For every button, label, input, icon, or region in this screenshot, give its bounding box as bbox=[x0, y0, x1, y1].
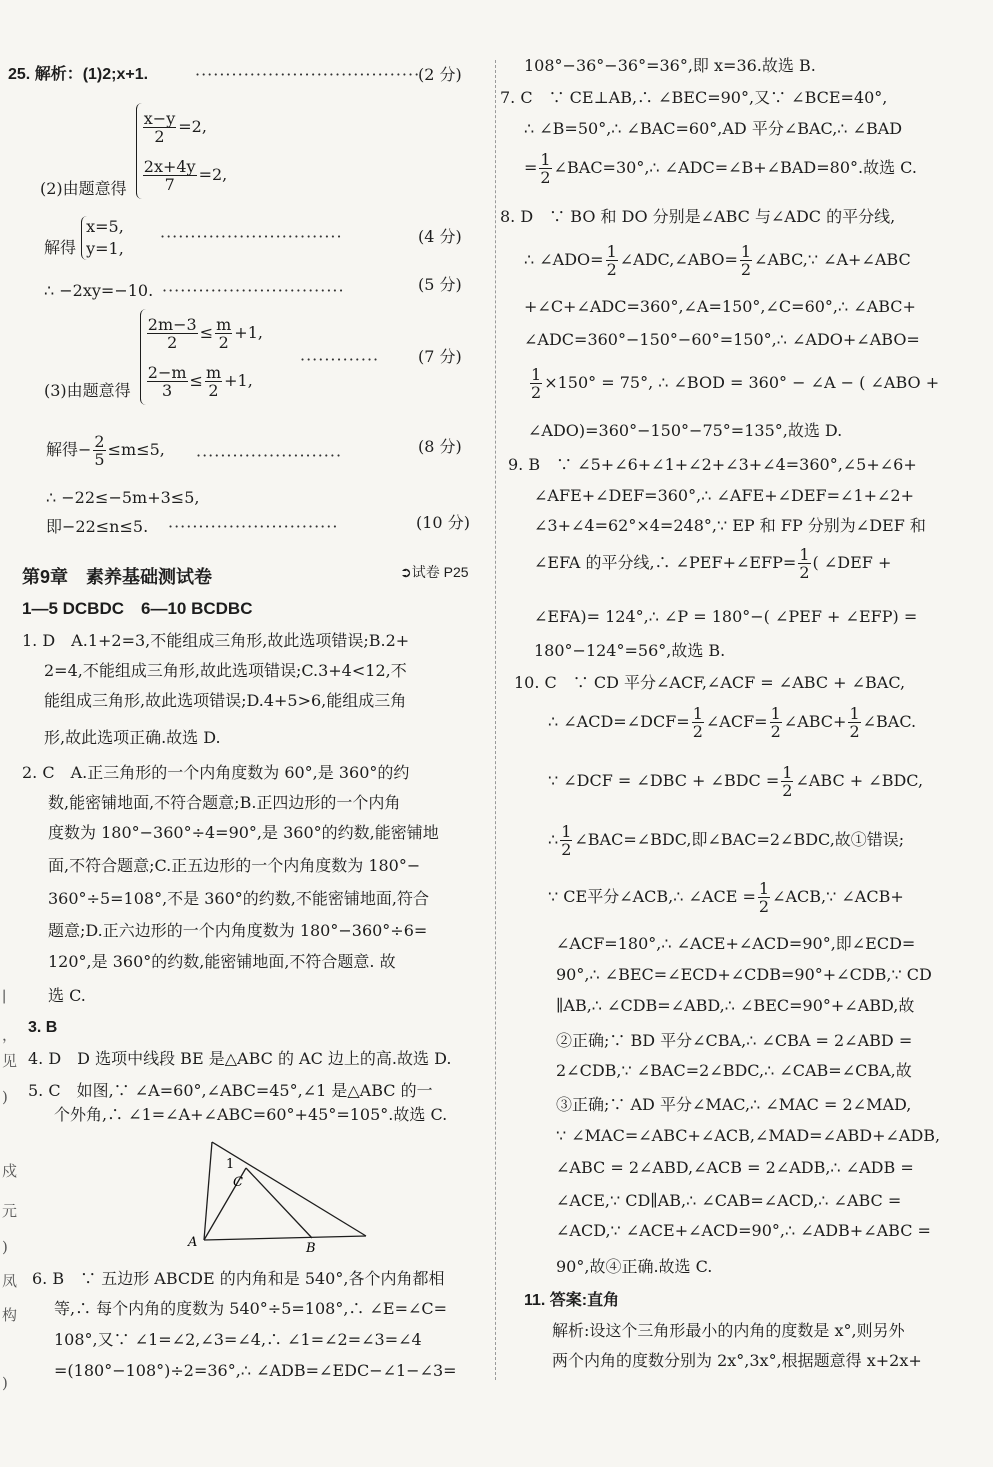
answer-10-line: ∠ACF=180°,∴ ∠ACE+∠ACD=90°,即∠ECD= bbox=[556, 934, 916, 953]
answer-9-line: ∠3+∠4=62°×4=248°,∵ EP 和 FP 分别为∠DEF 和 bbox=[534, 516, 926, 535]
answer-10-line: ∵ CE平分∠ACB,∴ ∠ACE = $\frac{1}{2}$ ∠ACB,∵ ∠ACB+ bbox=[548, 879, 904, 916]
answer-2-line: 数,能密铺地面,不符合题意;B.正四边形的一个内角 bbox=[48, 793, 401, 812]
column-divider bbox=[495, 60, 496, 1380]
answer-8-line: $\frac{1}{2}$ ×150° = 75°, ∴ ∠BOD = 360° − ∠A − ( ∠ABO + bbox=[531, 365, 940, 402]
answer-9-line: 180°−124°=56°,故选 B. bbox=[534, 641, 726, 660]
answer-8-line: ∴ ∠ADO= $\frac{1}{2}$ ∠ADC,∠ABO= $\frac{1}{2}$ ∠ABC,∵ ∠A+∠ABC bbox=[524, 242, 911, 279]
label-c: C bbox=[233, 1175, 243, 1190]
answer-10-line: ∴ $\frac{1}{2}$ ∠BAC=∠BDC,即∠BAC=2∠BDC,故①错误; bbox=[548, 822, 905, 859]
answer-10-line: 90°,故④正确.故选 C. bbox=[556, 1257, 713, 1276]
answer-3: 3. B bbox=[28, 1019, 58, 1036]
answer-9-line: ∠EFA)= 124°,∴ ∠P = 180°−( ∠PEF + ∠EFP) = bbox=[534, 607, 918, 626]
score: (2 分) bbox=[418, 65, 462, 84]
answer-10-line: ∵ ∠MAC=∠ABC+∠ACB,∠MAD=∠ABD+∠ADB, bbox=[556, 1126, 941, 1145]
answer-11-line: 解析:设这个三角形最小的内角的度数是 x°,则另外 bbox=[552, 1321, 905, 1340]
answer-10-line: ∵ ∠DCF = ∠DBC + ∠BDC = $\frac{1}{2}$ ∠ABC + ∠BDC, bbox=[548, 763, 924, 800]
edge-char: 凤 bbox=[2, 1272, 18, 1290]
score: (5 分) bbox=[418, 275, 462, 294]
dot-leader: ···························· bbox=[168, 517, 339, 536]
answer-10-line: ∠ABC = 2∠ABD,∠ACB = 2∠ADB,∴ ∠ADB = bbox=[556, 1158, 914, 1177]
answer-2-line: 度数为 180°−360°÷4=90°,是 360°的约数,能密铺地 bbox=[48, 823, 439, 842]
answer-8-line: ∠ADC=360°−150°−60°=150°,∴ ∠ADO+∠ABO= bbox=[524, 330, 920, 349]
answer-1-line: 形,故此选项正确.故选 D. bbox=[44, 728, 221, 747]
triangle-figure bbox=[186, 1138, 372, 1256]
answer-7-line: = $\frac{1}{2}$ ∠BAC=30°,∴ ∠ADC=∠B+∠BAD=80°.故选 C. bbox=[524, 150, 917, 187]
q25-part2 bbox=[40, 103, 227, 199]
edge-char: 戍 bbox=[2, 1162, 18, 1180]
label-1: 1 bbox=[226, 1157, 235, 1172]
answer-1-line: 1. D A.1+2=3,不能组成三角形,故此选项错误;B.2+ bbox=[22, 631, 410, 650]
solution-system: x=5, y=1, bbox=[81, 216, 124, 260]
segment-af bbox=[204, 1142, 212, 1240]
score: (7 分) bbox=[418, 347, 462, 366]
dot-leader: ······························ bbox=[160, 227, 343, 246]
answer-10-line: 90°,∴ ∠BEC=∠ECD+∠CDB=90°+∠CDB,∵ CD bbox=[556, 965, 932, 984]
answer-10-line: ∠ACD,∵ ∠ACE+∠ACD=90°,∴ ∠ADB+∠ABC = bbox=[556, 1221, 931, 1240]
answer-5-line: 个外角,∴ ∠1=∠A+∠ABC=60°+45°=105°.故选 C. bbox=[54, 1105, 448, 1124]
q25-solve1: 解得 x=5, y=1, bbox=[44, 217, 124, 258]
segment-ab-extended bbox=[204, 1236, 366, 1240]
part-label: (2)由题意得 bbox=[40, 178, 127, 198]
q25-result1: ∴ −2xy=−10. bbox=[44, 281, 154, 300]
score: (8 分) bbox=[418, 437, 462, 456]
answer-8-line: ∠ADO)=360°−150°−75°=135°,故选 D. bbox=[528, 421, 843, 440]
q25-part3: (3)由题意得 $\frac{2m-3}{2}$ ≤ $\frac{m}{2}$ +1, $\frac{2-m}{3}$ ≤ $\frac{m}{2}$ +1, bbox=[44, 309, 263, 405]
answer-2-line: 面,不符合题意;C.正五边形的一个内角度数为 180°− bbox=[48, 856, 421, 875]
edge-char: ) bbox=[2, 1238, 8, 1256]
answer-7-line: 7. C ∵ CE⊥AB,∴ ∠BEC=90°,又∵ ∠BCE=40°, bbox=[500, 88, 888, 107]
q25-header: 25. 解析：(1)2;x+1. bbox=[8, 66, 149, 83]
dot-leader: ························ bbox=[196, 446, 343, 465]
answer-9-line: 9. B ∵ ∠5+∠6+∠1+∠2+∠3+∠4=360°,∠5+∠6+ bbox=[508, 455, 917, 474]
edge-char: ) bbox=[2, 1374, 8, 1392]
answer-7-line: ∴ ∠B=50°,∴ ∠BAC=60°,AD 平分∠BAC,∴ ∠BAD bbox=[524, 119, 903, 138]
answer-6-line: =(180°−108°)÷2=36°,∴ ∠ADB=∠EDC−∠1−∠3= bbox=[54, 1361, 457, 1380]
inequality-system: $\frac{2m-3}{2}$ ≤ $\frac{m}{2}$ +1, $\frac{2-m}{3}$ ≤ $\frac{m}{2}$ +1, bbox=[140, 309, 263, 405]
page-reference: ➲试卷 P25 bbox=[400, 564, 469, 580]
answer-10-line: ∠ACE,∵ CD∥AB,∴ ∠CAB=∠ACD,∴ ∠ABC = bbox=[556, 1191, 902, 1210]
dot-leader: ············· bbox=[300, 350, 380, 369]
answer-6-line: 等,∴ 每个内角的度数为 540°÷5=108°,∴ ∠E=∠C= bbox=[54, 1299, 448, 1318]
answer-10-line: ∥AB,∴ ∠CDB=∠ABD,∴ ∠BEC=90°+∠ABD,故 bbox=[556, 996, 915, 1015]
answer-2-line: 360°÷5=108°,不是 360°的约数,不能密铺地面,符合 bbox=[48, 889, 429, 908]
chapter-title: 第9章 素养基础测试卷 bbox=[22, 567, 213, 587]
answer-2-line: 120°,是 360°的约数,能密铺地面,不符合题意. 故 bbox=[48, 952, 396, 971]
answer-11-line: 两个内角的度数分别为 2x°,3x°,根据题意得 x+2x+ bbox=[552, 1351, 922, 1370]
answer-2-line: 2. C A.正三角形的一个内角度数为 60°,是 360°的约 bbox=[22, 763, 410, 782]
dot-leader: ····································· bbox=[195, 65, 421, 84]
score: (10 分) bbox=[416, 513, 470, 532]
q25-result2: ∴ −22≤−5m+3≤5, bbox=[46, 488, 200, 507]
q25-solve2: 解得− $\frac{2}{5}$ ≤m≤5, bbox=[46, 432, 165, 469]
answer-6-line: 6. B ∵ 五边形 ABCDE 的内角和是 540°,各个内角都相 bbox=[32, 1269, 445, 1288]
label-b: B bbox=[306, 1241, 316, 1256]
answer-2-line: 选 C. bbox=[48, 986, 86, 1005]
answer-9-line: ∠EFA 的平分线,∴ ∠PEF+∠EFP= $\frac{1}{2}$ ( ∠DEF + bbox=[534, 545, 892, 582]
segment-cb bbox=[246, 1168, 312, 1238]
edge-char: ∣ bbox=[2, 988, 7, 1006]
answer-key: 1—5 DCBDC 6—10 BCDBC bbox=[22, 599, 253, 618]
answer-10-line: 2∠CDB,∵ ∠BAC=2∠BDC,∴ ∠CAB=∠CBA,故 bbox=[556, 1061, 912, 1080]
answer-6-line: 108°,又∵ ∠1=∠2,∠3=∠4,∴ ∠1=∠2=∠3=∠4 bbox=[54, 1330, 422, 1349]
equation-system: $\frac{x-y}{2}$ =2, $\frac{2x+4y}{7}$ =2, bbox=[136, 103, 228, 199]
answer-8-line: 8. D ∵ BO 和 DO 分别是∠ABC 与∠ADC 的平分线, bbox=[500, 207, 896, 226]
answer-6-cont: 108°−36°−36°=36°,即 x=36.故选 B. bbox=[524, 56, 816, 75]
answer-10-line: 10. C ∵ CD 平分∠ACF,∠ACF = ∠ABC + ∠BAC, bbox=[514, 673, 906, 692]
edge-char: 见 bbox=[2, 1052, 18, 1070]
edge-char: ， bbox=[2, 1026, 18, 1044]
edge-char: ) bbox=[2, 1088, 8, 1106]
answer-1-line: 能组成三角形,故此选项错误;D.4+5>6,能组成三角 bbox=[44, 691, 407, 710]
answer-5-line: 5. C 如图,∵ ∠A=60°,∠ABC=45°,∠1 是△ABC 的一 bbox=[28, 1081, 433, 1100]
answer-9-line: ∠AFE+∠DEF=360°,∴ ∠AFE+∠DEF=∠1+∠2+ bbox=[534, 486, 915, 505]
score: (4 分) bbox=[418, 227, 462, 246]
answer-10-line: ∴ ∠ACD=∠DCF= $\frac{1}{2}$ ∠ACF= $\frac{1}{2}$ ∠ABC+ $\frac{1}{2}$ ∠BAC. bbox=[548, 704, 917, 741]
answer-2-line: 题意;D.正六边形的一个内角度数为 180°−360°÷6= bbox=[48, 921, 428, 940]
answer-10-line: ②正确;∵ BD 平分∠CBA,∴ ∠CBA = 2∠ABD = bbox=[556, 1031, 913, 1050]
label-a: A bbox=[188, 1235, 198, 1250]
answer-4: 4. D D 选项中线段 BE 是△ABC 的 AC 边上的高.故选 D. bbox=[28, 1049, 452, 1068]
answer-10-line: ③正确;∵ AD 平分∠MAC,∴ ∠MAC = 2∠MAD, bbox=[556, 1095, 912, 1114]
edge-char: 元 bbox=[2, 1202, 18, 1220]
answer-8-line: +∠C+∠ADC=360°,∠A=150°,∠C=60°,∴ ∠ABC+ bbox=[524, 297, 916, 316]
edge-char: 构 bbox=[2, 1306, 18, 1324]
dot-leader: ······························ bbox=[162, 281, 345, 300]
answer-1-line: 2=4,不能组成三角形,故此选项错误;C.3+4<12,不 bbox=[44, 661, 407, 680]
q25-result3: 即−22≤n≤5. bbox=[46, 517, 149, 536]
answer-11-header: 11. 答案:直角 bbox=[524, 1292, 620, 1309]
